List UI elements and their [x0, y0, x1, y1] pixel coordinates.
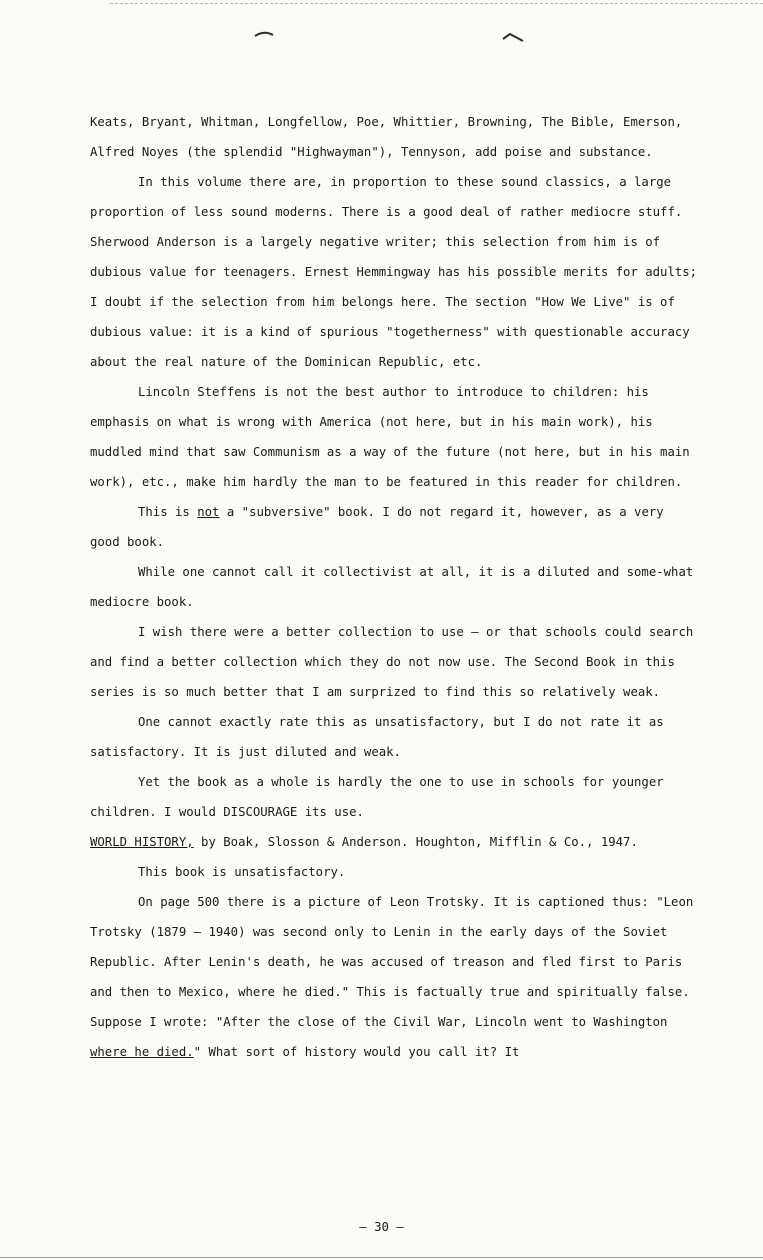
scan-top-edge: [110, 3, 763, 4]
paragraph: In this volume there are, in proportion to these sound classics, a large proportion of less sound moderns. There is a good deal of rather mediocre stuff. Sherwood Anderson is a largely negative writer; this selection from him is of dubious value for teenagers. Ernest Hemmingway has his possible merits for adults; I doubt if the selection from him belongs here. The section "How We Live" is of dubious value: it is a kind of spurious "togetherness" with questionable accuracy about the real nature of the Dominican Republic, etc.: [90, 175, 698, 369]
book-title: WORLD HISTORY,: [90, 835, 194, 849]
page-number: – 30 –: [359, 1220, 404, 1234]
book-citation: WORLD HISTORY, by Boak, Slosson & Anderson. Houghton, Mifflin & Co., 1947.: [90, 835, 638, 849]
paragraph: This is not a "subversive" book. I do not regard it, however, as a very good book.: [90, 505, 664, 549]
paragraph: This book is unsatisfactory.: [138, 865, 346, 879]
paragraph: I wish there were a better collection to use — or that schools could search and find a better collection which they do not now use. The Second Book in this series is so much better that I am surprized to find this so relatively weak.: [90, 625, 694, 699]
underlined-text: where he died.: [90, 1045, 194, 1059]
punch-mark-right: [500, 30, 526, 44]
paragraph: Keats, Bryant, Whitman, Longfellow, Poe, Whittier, Browning, The Bible, Emerson, Alfred Noyes (the splendid "Highwayman"), Tennyson, add poise and substance.: [90, 115, 683, 159]
punch-mark-left: [252, 28, 276, 40]
paragraph: Yet the book as a whole is hardly the one to use in schools for younger children. I would DISCOURAGE its use.: [90, 775, 664, 819]
paragraph: On page 500 there is a picture of Leon Trotsky. It is captioned thus: "Leon Trotsky (1879 – 1940) was second only to Lenin in the early days of the Soviet Republic. After Lenin's death, he was accused of treason and fled first to Paris and then to Mexico, where he died." This is factually true and spiritually false. Suppose I wrote: "After the close of the Civil War, Lincoln went to Washington where he died." What sort of history would you call it? It: [90, 895, 694, 1059]
paragraph: While one cannot call it collectivist at all, it is a diluted and some-what mediocre book.: [90, 565, 694, 609]
document-body: [90, 107, 700, 1067]
scan-bottom-edge: [0, 1257, 763, 1258]
paragraph: Lincoln Steffens is not the best author to introduce to children: his emphasis on what is wrong with America (not here, but in his main work), his muddled mind that saw Communism as a way of the future (not here, but in his main work), etc., make him hardly the man to be featured in this reader for children.: [90, 385, 690, 489]
underlined-text: not: [197, 505, 220, 519]
paragraph: One cannot exactly rate this as unsatisfactory, but I do not rate it as satisfactory. It is just diluted and weak.: [90, 715, 664, 759]
